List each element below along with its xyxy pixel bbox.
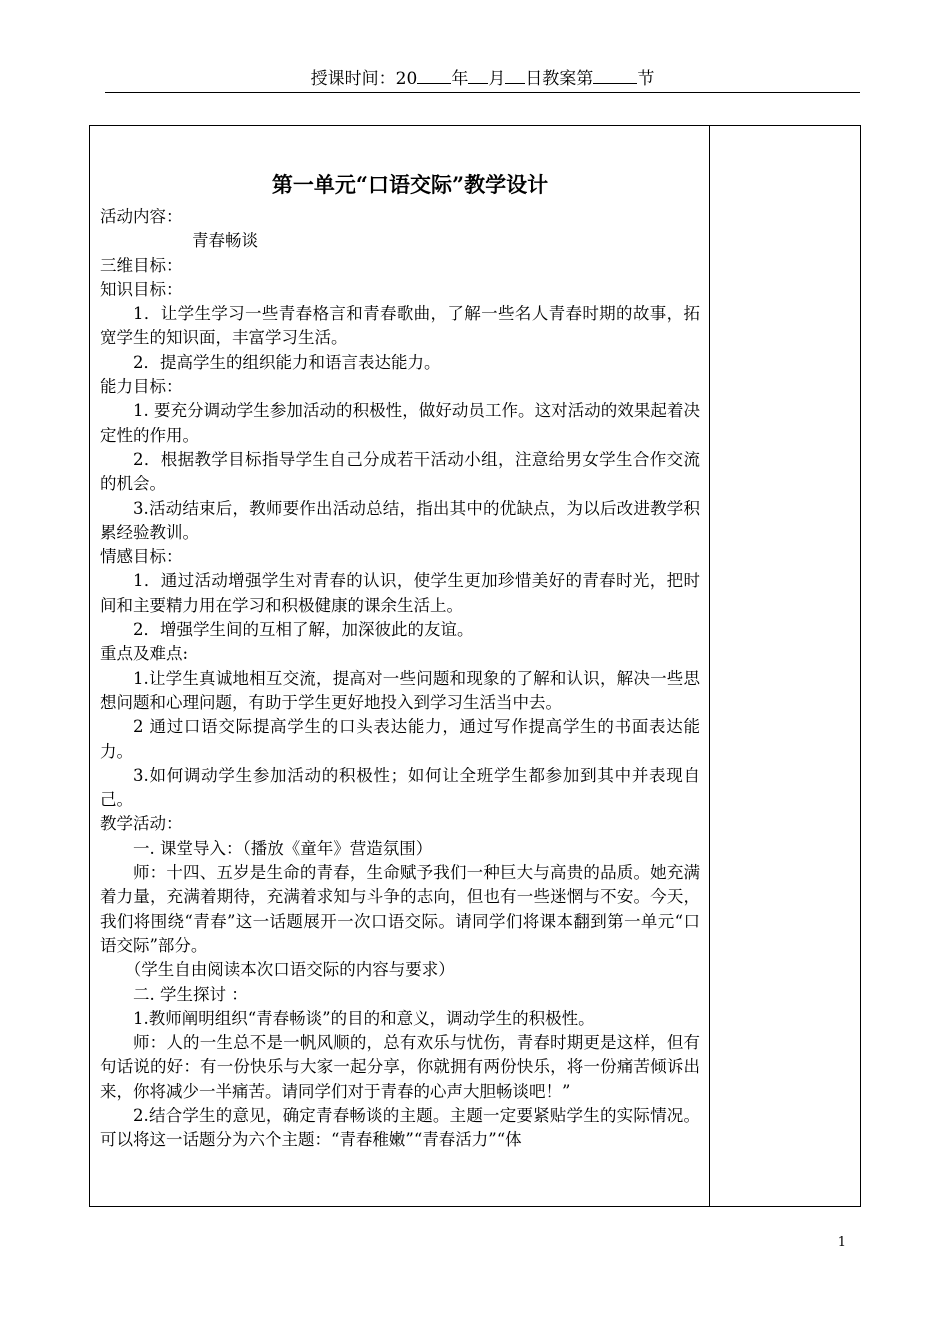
paragraph: 3.活动结束后，教师要作出活动总结，指出其中的优缺点，为以后改进教学积累经验教训。 [100, 498, 700, 542]
paragraph: 2．增强学生间的互相了解，加深彼此的友谊。 [133, 620, 474, 640]
section-heading: 教学活动： [100, 814, 183, 834]
paragraph: 3.如何调动学生参加活动的积极性；如何让全班学生都参加到其中并表现自己。 [100, 765, 700, 810]
section-heading: 重点及难点: [100, 644, 189, 664]
paragraph: 2 通过口语交际提高学生的口头表达能力，通过写作提高学生的书面表达能力。 [100, 717, 700, 761]
paragraph: 1. 要充分调动学生参加活动的积极性，做好动员工作。这对活动的效果起着决定性的作用。 [100, 401, 700, 445]
paragraph: 师：十四、五岁是生命的青春，生命赋予我们一种巨大与高贵的品质。她充满着力量，充满着期待，充满着求知与斗争的志向，但也有一些迷惘与不安。今天，我们将围绕“青春”这一话题展开一次口语交际。请同学们将课本翻到第一单元“口语交际”部分。 [100, 863, 700, 955]
header-rule [105, 92, 860, 93]
paragraph: 2.结合学生的意见，确定青春畅谈的主题。主题一定要紧贴学生的实际情况。可以将这一话题分为六个主题：“青春稚嫩”“青春活力”“体 [100, 1105, 700, 1150]
paragraph: （学生自由阅读本次口语交际的内容与要求） [124, 960, 455, 980]
paragraph: 一. 课堂导入：（播放《童年》营造氛围） [133, 838, 433, 858]
blank-period [593, 66, 637, 84]
document-title: 第一单元“口语交际”教学设计 [271, 172, 549, 197]
paragraph: 1．通过活动增强学生对青春的认识，使学生更加珍惜美好的青春时光，把时间和主要精力用在学习和积极健康的课余生活上。 [100, 571, 700, 615]
section-heading: 活动内容： [100, 207, 183, 226]
page-number: 1 [837, 1235, 846, 1250]
section-heading: 情感目标： [100, 547, 183, 567]
paragraph: 1．让学生学习一些青春格言和青春歌曲，了解一些名人青春时期的故事，拓宽学生的知识面，丰富学习生活。 [100, 304, 700, 348]
page-header [105, 66, 860, 91]
paragraph: 2．提高学生的组织能力和语言表达能力。 [133, 352, 441, 372]
section-heading: 能力目标： [100, 377, 183, 397]
section-heading: 三维目标： [100, 255, 183, 275]
paragraph: 2．根据教学目标指导学生自己分成若干活动小组，注意给男女学生合作交流的机会。 [100, 449, 700, 494]
header-text: 日教案第 [525, 69, 594, 89]
blank-month [468, 66, 488, 84]
blank-day [505, 66, 525, 84]
paragraph: 1.让学生真诚地相互交流，提高对一些问题和现象的了解和认识，解决一些思想问题和心理问题，有助于学生更好地投入到学习生活当中去。 [100, 668, 700, 712]
section-heading: 知识目标： [100, 279, 183, 299]
notes-column-divider [709, 126, 710, 1206]
activity-name: 青春畅谈 [192, 231, 258, 251]
header-text: 年 [451, 69, 469, 89]
header-text: 月 [488, 69, 506, 89]
header-text: 授课时间：20 [310, 69, 418, 89]
paragraph: 师：人的一生总不是一帆风顺的，总有欢乐与忧伤，青春时期更是这样，但有句话说的好：有一份快乐与大家一起分享，你就拥有两份快乐，将一份痛苦倾诉出来，你将减少一半痛苦。请同学们对于青春的心声大胆畅谈吧！” [100, 1033, 700, 1101]
lesson-content [100, 170, 700, 1153]
paragraph: 1.教师阐明组织“青春畅谈”的目的和意义，调动学生的积极性。 [133, 1008, 595, 1028]
lesson-table [89, 125, 861, 1207]
blank-year [417, 66, 451, 84]
header-text: 节 [637, 69, 655, 89]
paragraph: 二. 学生探讨 ： [133, 984, 248, 1004]
